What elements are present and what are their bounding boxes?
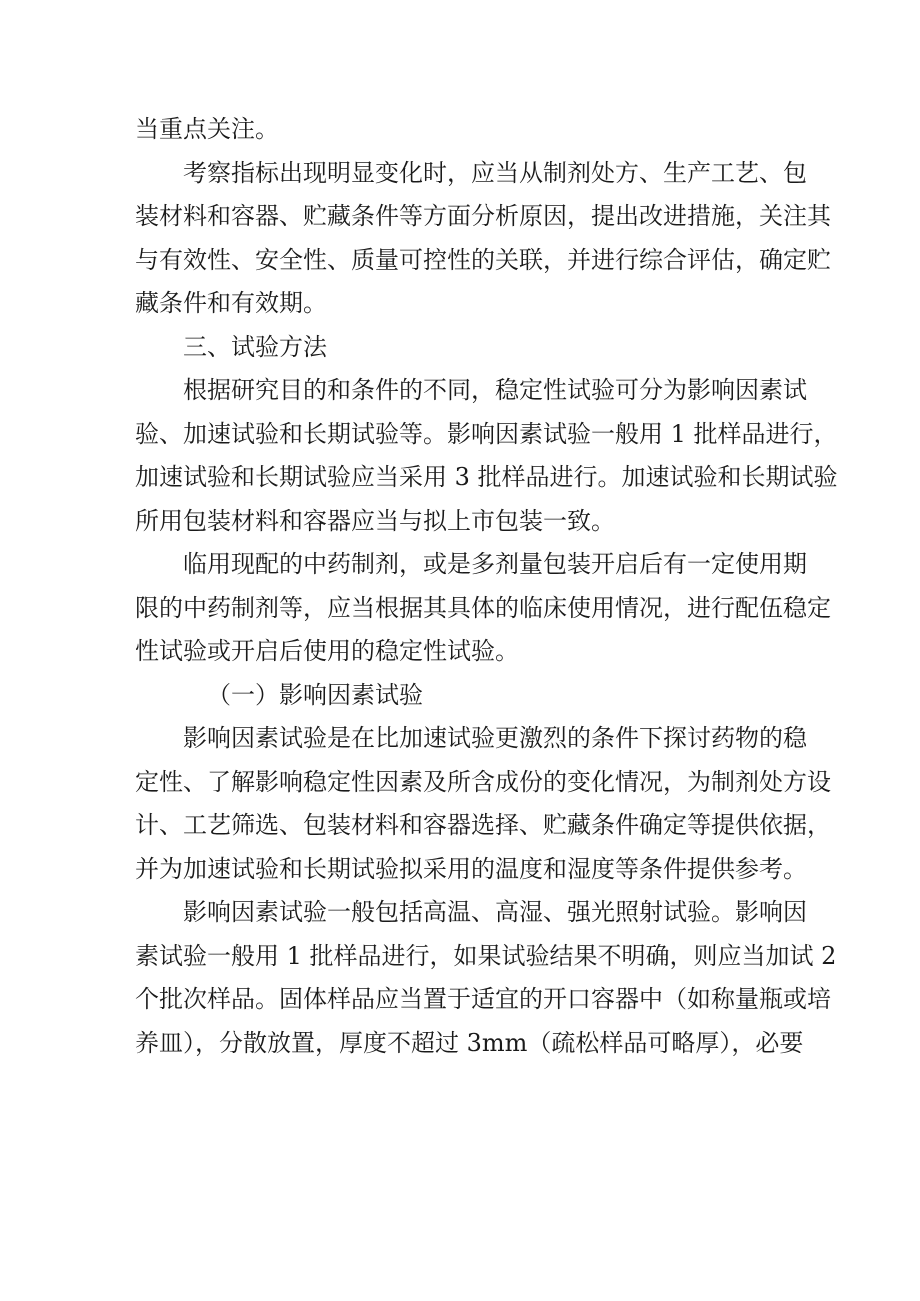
text-line: 当重点关注。 <box>135 115 279 143</box>
text-line: 考察指标出现明显变化时，应当从制剂处方、生产工艺、包 <box>183 158 807 187</box>
text-line: 三、试验方法 <box>183 332 327 361</box>
text-line: 素试验一般用 1 批样品进行，如果试验结果不明确，则应当加试 2 <box>135 941 837 970</box>
paragraph <box>135 891 837 1065</box>
text-line: 与有效性、安全性、质量可控性的关联，并进行综合评估，确定贮 <box>135 245 831 274</box>
text-line: 临用现配的中药制剂，或是多剂量包装开启后有一定使用期 <box>183 550 807 578</box>
paragraph <box>135 543 831 674</box>
text-line: 限的中药制剂等，应当根据其具体的临床使用情况，进行配伍稳定 <box>135 593 831 622</box>
text-line: 所用包装材料和容器应当与拟上市包装一致。 <box>135 506 615 535</box>
text-line: 加速试验和长期试验应当采用 3 批样品进行。加速试验和长期试验 <box>135 463 838 491</box>
text-line: 计、工艺筛选、包装材料和容器选择、贮藏条件确定等提供依据， <box>135 811 831 839</box>
text-line: 个批次样品。固体样品应当置于适宜的开口容器中（如称量瓶或培 <box>135 985 831 1013</box>
text-line: 根据研究目的和条件的不同，稳定性试验可分为影响因素试 <box>183 376 807 404</box>
paragraph <box>135 717 831 891</box>
text-line: 定性、了解影响稳定性因素及所含成份的变化情况，为制剂处方设 <box>135 767 831 796</box>
paragraph <box>135 326 798 370</box>
text-line: 并为加速试验和长期试验拟采用的温度和湿度等条件提供参考。 <box>135 854 807 883</box>
text-line: 装材料和容器、贮藏条件等方面分析原因，提出改进措施，关注其 <box>135 202 831 230</box>
paragraph <box>135 674 798 718</box>
text-line: 养皿），分散放置，厚度不超过 3mm（疏松样品可略厚），必要 <box>135 1028 804 1057</box>
text-line: 验、加速试验和长期试验等。影响因素试验一般用 1 批样品进行， <box>135 419 838 448</box>
text-line: （一）影响因素试验 <box>207 680 423 709</box>
paragraph <box>135 369 838 543</box>
text-line: 影响因素试验一般包括高温、高湿、强光照射试验。影响因 <box>183 898 807 926</box>
body-text <box>135 108 838 1065</box>
paragraph <box>135 152 831 326</box>
text-line: 性试验或开启后使用的稳定性试验。 <box>135 637 519 665</box>
text-line: 藏条件和有效期。 <box>135 289 327 317</box>
text-line: 影响因素试验是在比加速试验更激烈的条件下探讨药物的稳 <box>183 724 807 752</box>
paragraph <box>135 108 798 152</box>
